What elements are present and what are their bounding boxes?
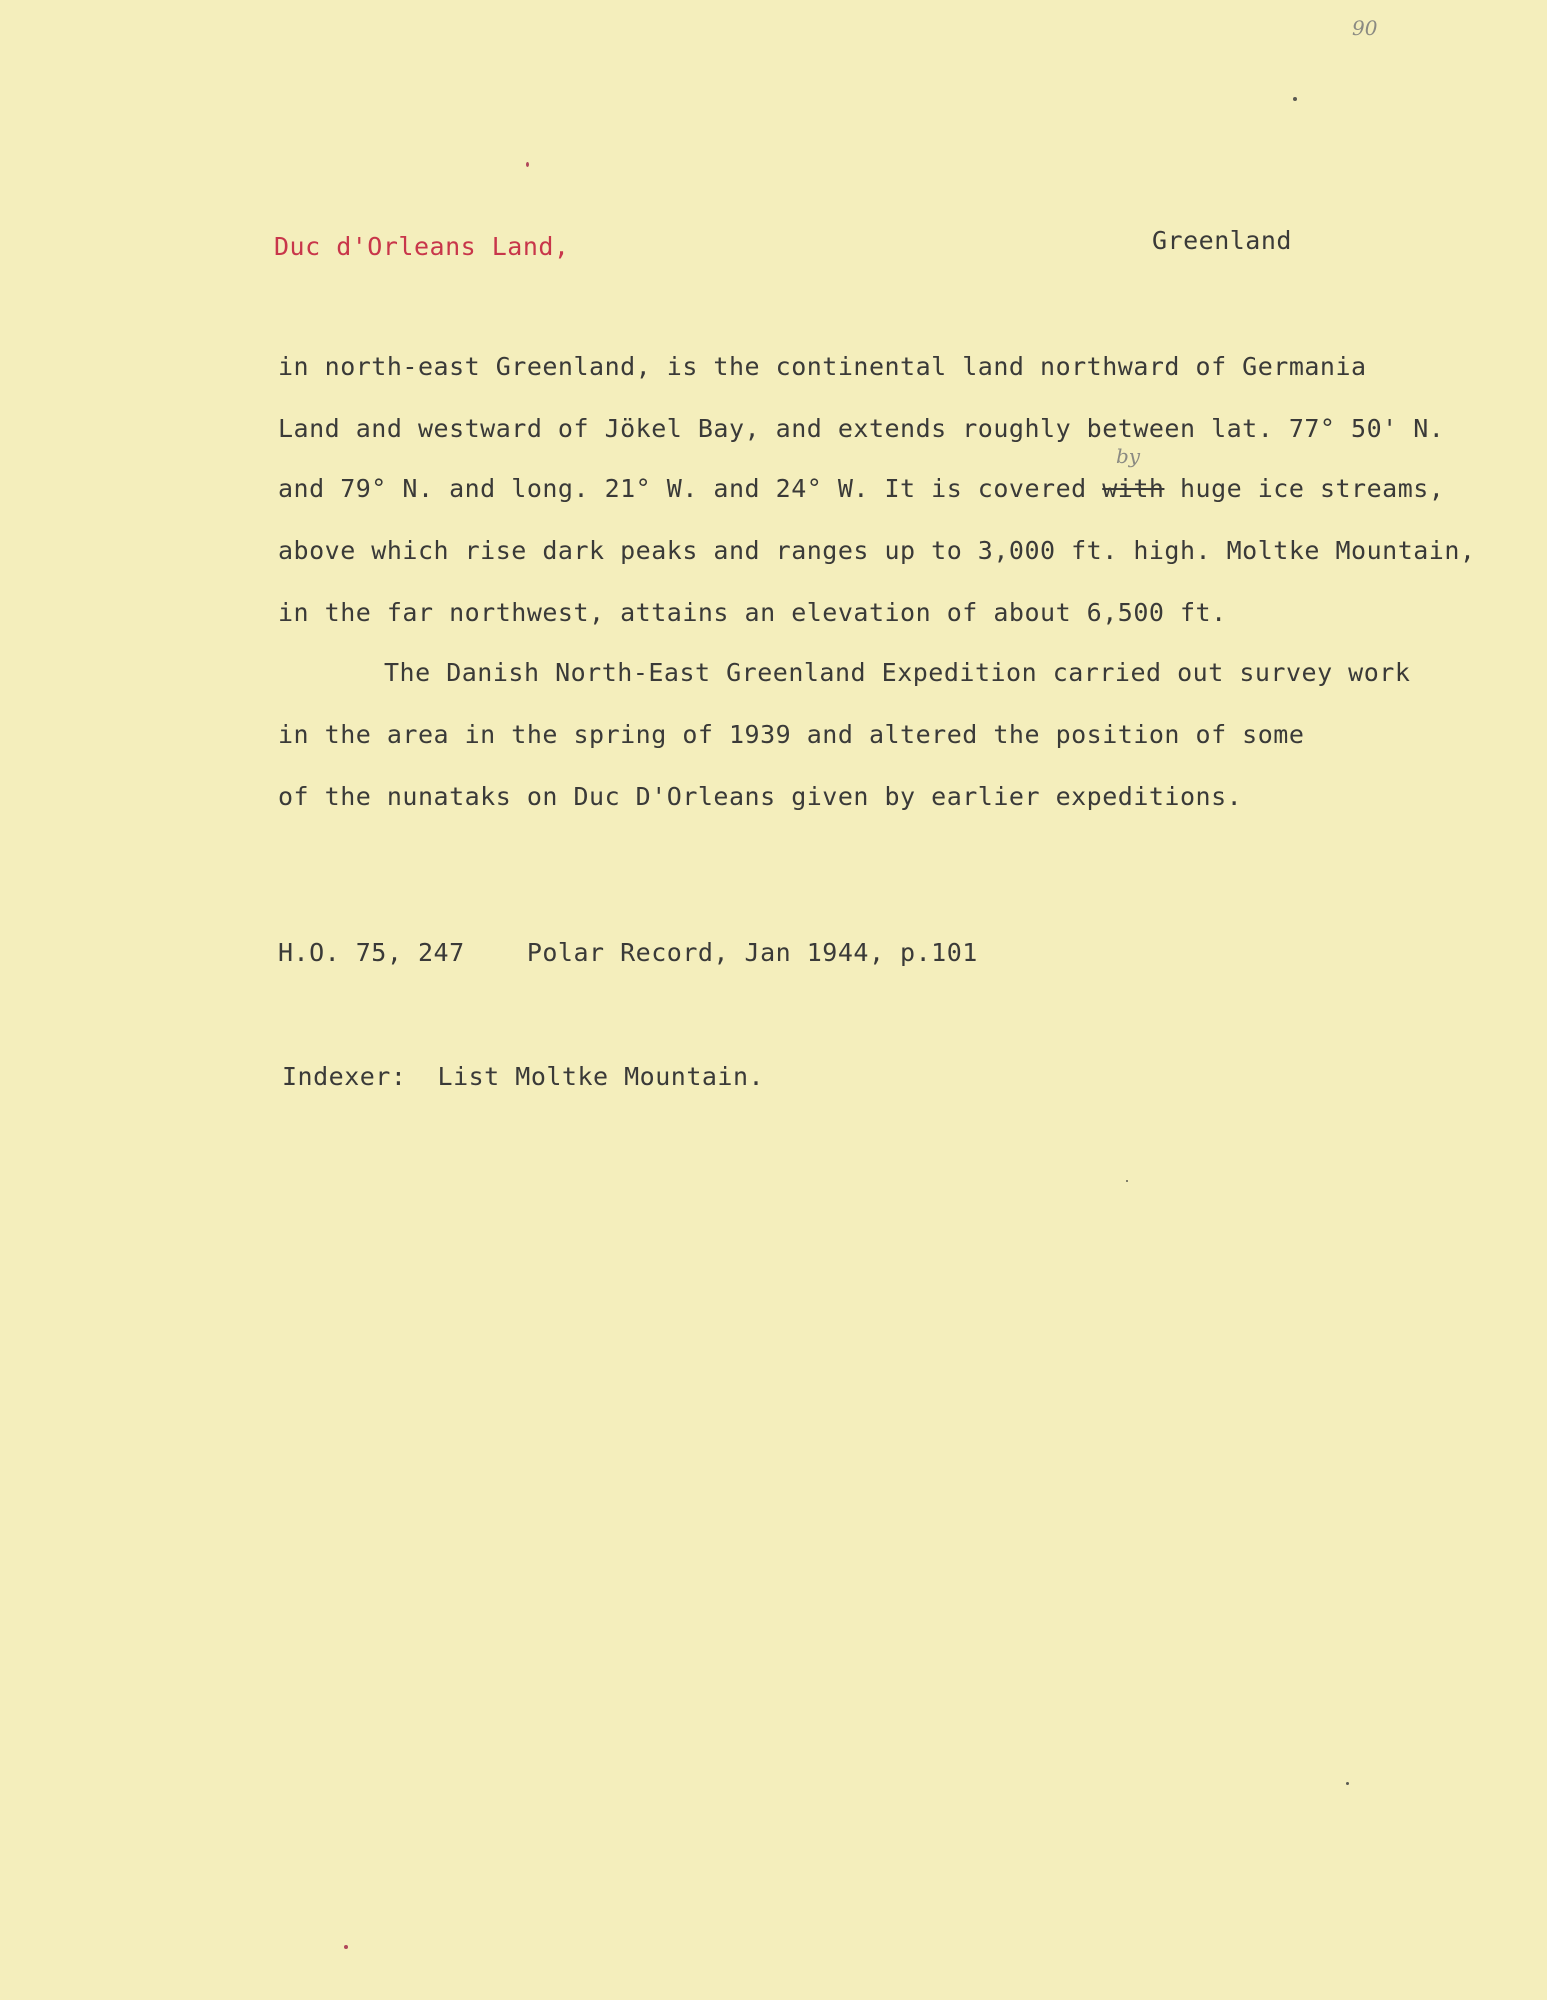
paragraph-2-line-2: in the area in the spring of 1939 and altered the position of some: [278, 720, 1305, 749]
source-reference: H.O. 75, 247 Polar Record, Jan 1944, p.101: [278, 938, 978, 967]
body-line-4: above which rise dark peaks and ranges up to 3,000 ft. high. Moltke Mountain,: [278, 536, 1476, 565]
struck-word: with: [1102, 474, 1165, 503]
entry-title: Duc d'Orleans Land,: [274, 232, 570, 261]
page-number: 90: [1352, 16, 1378, 40]
paper-speck: [1346, 1782, 1349, 1785]
paragraph-2-line-1: The Danish North-East Greenland Expedition carried out survey work: [384, 658, 1411, 687]
paper-speck: [1293, 97, 1297, 101]
body-line-2: Land and westward of Jökel Bay, and extends roughly between lat. 77° 50' N.: [278, 414, 1445, 443]
paper-speck: [1126, 1180, 1128, 1182]
paper-speck: [526, 162, 529, 167]
body-line-3: [278, 476, 1444, 501]
paper-speck: [344, 1945, 348, 1949]
body-line-1: in north-east Greenland, is the continental land northward of Germania: [278, 352, 1367, 381]
body-line-3-end: huge ice streams,: [1164, 474, 1445, 503]
paragraph-2-line-3: of the nunataks on Duc D'Orleans given by earlier expeditions.: [278, 782, 1243, 811]
indexer-note: Indexer: List Moltke Mountain.: [282, 1062, 765, 1091]
region-label: Greenland: [1152, 226, 1292, 255]
pencil-correction: by: [1116, 444, 1141, 468]
body-line-3-start: and 79° N. and long. 21° W. and 24° W. It is covered: [278, 474, 1103, 503]
body-line-5: in the far northwest, attains an elevation of about 6,500 ft.: [278, 598, 1227, 627]
